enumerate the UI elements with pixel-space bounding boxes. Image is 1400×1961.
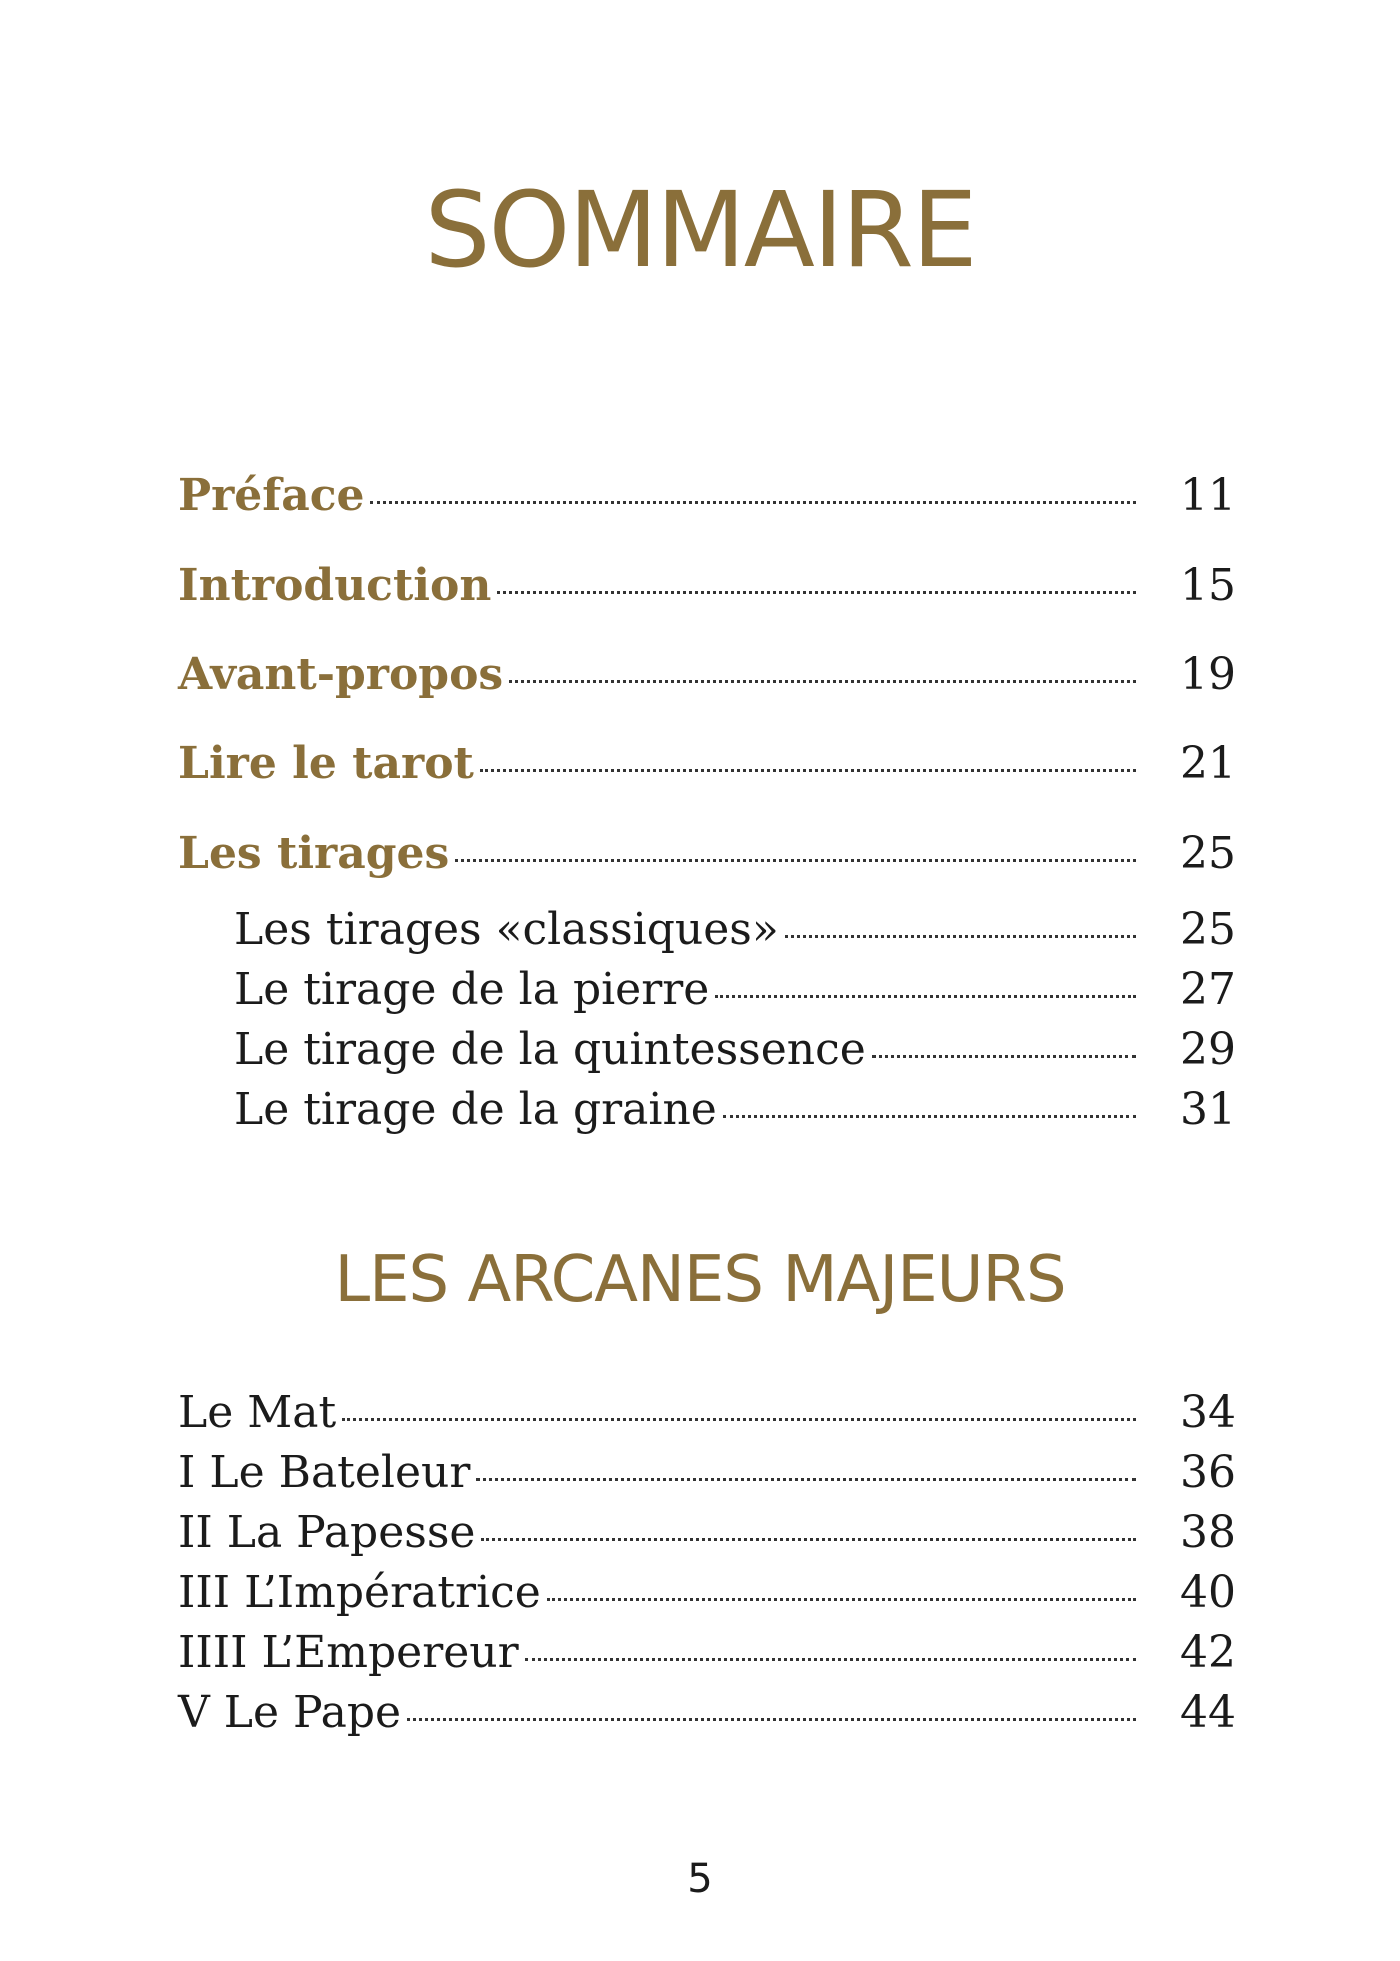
toc-entry-label: Le Mat <box>178 1387 337 1438</box>
page-title: SOMMAIRE <box>424 169 976 291</box>
toc-entry-page: 34 <box>1180 1387 1236 1438</box>
section-title: LES ARCANES MAJEURS <box>334 1243 1066 1317</box>
toc-subentry-tirage-quintessence[interactable] <box>234 1024 1236 1075</box>
toc-entry-label: Lire le tarot <box>178 738 474 789</box>
toc-entry-page: 19 <box>1180 649 1236 700</box>
toc-subentry-tirages-classiques[interactable] <box>234 904 1236 955</box>
toc-entry-page: 21 <box>1180 738 1236 789</box>
toc-entry-introduction[interactable] <box>178 560 1236 611</box>
dot-leader <box>476 1478 1136 1481</box>
dot-leader <box>480 769 1136 772</box>
toc-subentry-tirage-pierre[interactable] <box>234 964 1236 1015</box>
toc-arcana-empereur[interactable] <box>178 1627 1236 1678</box>
toc-entry-label: Introduction <box>178 560 492 611</box>
toc-entry-label: IIII L’Empereur <box>178 1627 519 1678</box>
toc-entry-label: V Le Pape <box>178 1687 402 1738</box>
toc-entry-label: II La Papesse <box>178 1507 476 1558</box>
toc-entry-page: 31 <box>1180 1084 1236 1135</box>
toc-entry-label: Les tirages <box>178 828 450 879</box>
toc-arcana-imperatrice[interactable] <box>178 1567 1236 1618</box>
toc-entry-label: I Le Bateleur <box>178 1447 471 1498</box>
toc-arcana-bateleur[interactable] <box>178 1447 1236 1498</box>
toc-arcana-papesse[interactable] <box>178 1507 1236 1558</box>
dot-leader <box>525 1658 1136 1661</box>
toc-entry-page: 44 <box>1180 1687 1236 1738</box>
toc-entry-page: 38 <box>1180 1507 1236 1558</box>
dot-leader <box>872 1055 1136 1058</box>
dot-leader <box>715 995 1136 998</box>
toc-entry-page: 42 <box>1180 1627 1236 1678</box>
toc-entry-page: 36 <box>1180 1447 1236 1498</box>
toc-entry-label: Avant-propos <box>178 649 504 700</box>
toc-entry-page: 11 <box>1180 470 1236 521</box>
dot-leader <box>370 501 1136 504</box>
toc-entry-page: 25 <box>1180 828 1236 879</box>
toc-entry-avant-propos[interactable] <box>178 649 1236 700</box>
toc-arcana-pape[interactable] <box>178 1687 1236 1738</box>
toc-entry-label: Préface <box>178 470 365 521</box>
toc-entry-page: 27 <box>1180 964 1236 1015</box>
toc-entry-les-tirages[interactable] <box>178 828 1236 879</box>
dot-leader <box>547 1598 1136 1601</box>
toc-entry-label: Le tirage de la quintessence <box>234 1024 866 1075</box>
toc-entry-lire-le-tarot[interactable] <box>178 738 1236 789</box>
toc-arcana-le-mat[interactable] <box>178 1387 1236 1438</box>
dot-leader <box>509 680 1136 683</box>
toc-entry-label: Le tirage de la pierre <box>234 964 710 1015</box>
dot-leader <box>407 1718 1136 1721</box>
dot-leader <box>481 1538 1136 1541</box>
toc-entry-page: 29 <box>1180 1024 1236 1075</box>
dot-leader <box>497 591 1136 594</box>
dot-leader <box>785 935 1136 938</box>
dot-leader <box>723 1115 1136 1118</box>
toc-subentry-tirage-graine[interactable] <box>234 1084 1236 1135</box>
toc-entry-page: 25 <box>1180 904 1236 955</box>
toc-entry-label: Les tirages «classiques» <box>234 904 779 955</box>
dot-leader <box>342 1418 1136 1421</box>
toc-entry-label: III L’Impératrice <box>178 1567 541 1618</box>
toc-entry-page: 40 <box>1180 1567 1236 1618</box>
dot-leader <box>455 859 1136 862</box>
page-number: 5 <box>687 1856 713 1902</box>
toc-entry-page: 15 <box>1180 560 1236 611</box>
toc-entry-label: Le tirage de la graine <box>234 1084 717 1135</box>
toc-entry-preface[interactable] <box>178 470 1236 521</box>
